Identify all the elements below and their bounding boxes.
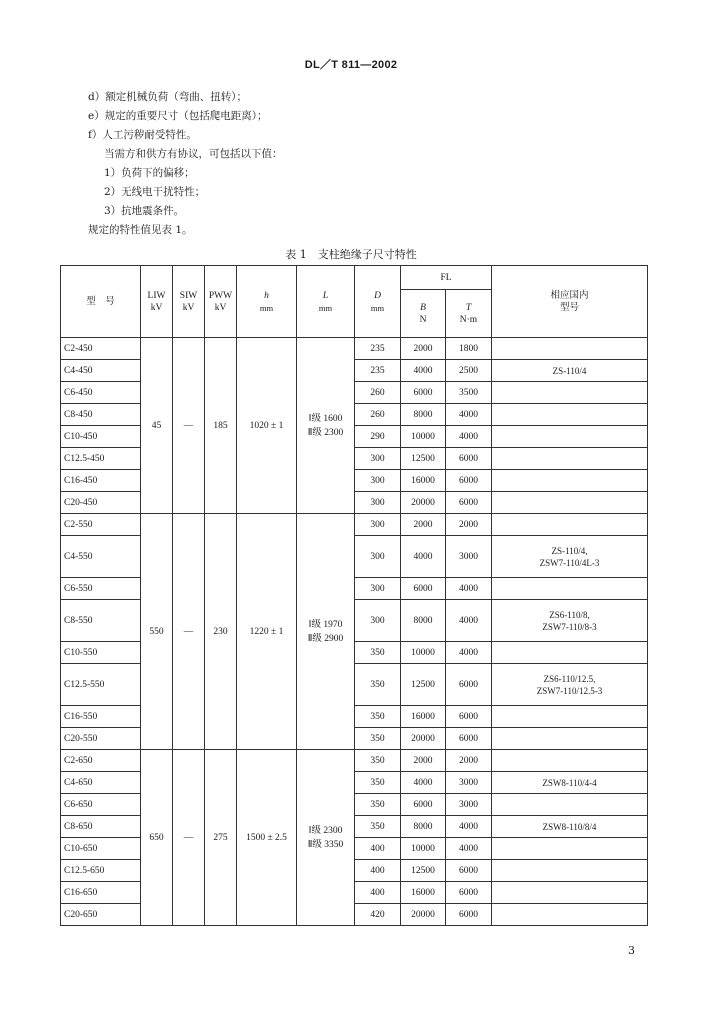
page-header: DL／T 811—2002 (304, 59, 398, 71)
l-class-2: Ⅱ级 2300 (307, 427, 344, 438)
d-cell: 235 (355, 360, 401, 382)
table-header-row (61, 266, 648, 290)
d-cell: 300 (355, 448, 401, 470)
t-cell: 6000 (446, 728, 492, 750)
table-row (61, 514, 648, 536)
b-cell: 12500 (401, 448, 446, 470)
h-cell: 1500 ± 2.5 (237, 750, 297, 926)
t-unit: N·m (459, 314, 478, 325)
domestic-model: ZSW7-110/12.5-3 (536, 685, 603, 696)
t-cell: 4000 (446, 404, 492, 426)
t-cell: 6000 (446, 904, 492, 926)
l-cell (297, 750, 355, 926)
col-siw (173, 266, 205, 338)
col-d (355, 266, 401, 338)
t-cell: 6000 (446, 470, 492, 492)
t-cell: 4000 (446, 838, 492, 860)
b-cell: 4000 (401, 772, 446, 794)
d-cell: 300 (355, 470, 401, 492)
d-unit: mm (370, 302, 385, 313)
model-cell: C8-550 (61, 600, 141, 642)
b-cell: 20000 (401, 728, 446, 750)
domestic-cell (492, 664, 648, 706)
d-cell: 350 (355, 794, 401, 816)
t-cell: 3000 (446, 794, 492, 816)
t-cell: 3500 (446, 382, 492, 404)
model-cell: C4-550 (61, 536, 141, 578)
t-cell: 2000 (446, 750, 492, 772)
domestic-model: ZSW8-110/4-4 (542, 777, 597, 788)
col-b (401, 290, 446, 338)
col-h (237, 266, 297, 338)
model-cell: C12.5-450 (61, 448, 141, 470)
list-item: f）人工污秽耐受特性。 (88, 129, 197, 141)
b-label: B (420, 302, 426, 313)
domestic-cell (492, 750, 648, 772)
t-cell: 6000 (446, 860, 492, 882)
model-cell: C12.5-650 (61, 860, 141, 882)
h-cell: 1020 ± 1 (237, 338, 297, 514)
siw-unit: kV (182, 302, 195, 313)
d-cell: 300 (355, 492, 401, 514)
siw-cell: — (173, 338, 205, 514)
b-cell: 8000 (401, 600, 446, 642)
col-domestic (492, 266, 648, 338)
model-cell: C6-650 (61, 794, 141, 816)
t-cell: 4000 (446, 642, 492, 664)
b-cell: 8000 (401, 404, 446, 426)
model-cell: C8-650 (61, 816, 141, 838)
model-cell: C10-550 (61, 642, 141, 664)
l-unit: mm (318, 302, 333, 313)
domestic-cell (492, 794, 648, 816)
model-cell: C12.5-550 (61, 664, 141, 706)
body-text (0, 88, 702, 240)
t-cell: 1800 (446, 338, 492, 360)
domestic-cell (492, 514, 648, 536)
col-model: 型 号 (61, 266, 141, 338)
domestic-cell (492, 338, 648, 360)
b-cell: 6000 (401, 794, 446, 816)
table-row (61, 338, 648, 360)
domestic-cell (492, 706, 648, 728)
domestic-cell (492, 578, 648, 600)
page-number: 3 (628, 944, 635, 957)
model-cell: C4-450 (61, 360, 141, 382)
domestic-model: ZS-110/4, (551, 545, 588, 556)
domestic-cell (492, 404, 648, 426)
pww-label: PWW (208, 290, 233, 301)
pww-cell: 230 (205, 514, 237, 750)
pww-unit: kV (214, 302, 227, 313)
domestic-model: ZS6-110/12.5, (543, 673, 596, 684)
domestic-model: ZSW8-110/8/4 (542, 821, 597, 832)
domestic-cell (492, 642, 648, 664)
model-cell: C10-450 (61, 426, 141, 448)
model-cell: C20-550 (61, 728, 141, 750)
siw-label: SIW (179, 290, 198, 301)
d-cell: 350 (355, 664, 401, 706)
d-cell: 400 (355, 838, 401, 860)
d-cell: 300 (355, 514, 401, 536)
t-cell: 6000 (446, 706, 492, 728)
b-unit: N (419, 314, 427, 325)
domestic-cell (492, 492, 648, 514)
d-cell: 400 (355, 882, 401, 904)
domestic-model: ZSW7-110/8-3 (542, 621, 597, 632)
b-cell: 10000 (401, 838, 446, 860)
b-cell: 10000 (401, 426, 446, 448)
siw-cell: — (173, 750, 205, 926)
insulator-spec-table (60, 265, 648, 926)
siw-cell: — (173, 514, 205, 750)
domestic-cell (492, 470, 648, 492)
domestic-model: ZS6-110/8, (549, 609, 590, 620)
liw-cell: 45 (141, 338, 173, 514)
domestic-model: ZS-110/4 (552, 365, 587, 376)
model-cell: C16-450 (61, 470, 141, 492)
l-cell (297, 514, 355, 750)
h-label: h (264, 290, 269, 301)
l-class-1: Ⅰ级 2300 (308, 825, 343, 836)
model-cell: C16-650 (61, 882, 141, 904)
model-cell: C20-450 (61, 492, 141, 514)
d-cell: 290 (355, 426, 401, 448)
list-item: d）额定机械负荷（弯曲、扭转）； (88, 91, 247, 103)
d-label: D (374, 290, 381, 301)
d-cell: 350 (355, 772, 401, 794)
b-cell: 4000 (401, 360, 446, 382)
b-cell: 20000 (401, 492, 446, 514)
t-cell: 6000 (446, 664, 492, 706)
model-cell: C2-450 (61, 338, 141, 360)
model-cell: C8-450 (61, 404, 141, 426)
d-cell: 350 (355, 706, 401, 728)
d-cell: 350 (355, 728, 401, 750)
domestic-cell (492, 448, 648, 470)
col-t (446, 290, 492, 338)
table-reference: 规定的特性值见表 1。 (88, 224, 193, 236)
model-cell: C2-550 (61, 514, 141, 536)
col-pww (205, 266, 237, 338)
col-fl: FL (401, 266, 492, 290)
d-cell: 260 (355, 404, 401, 426)
d-cell: 300 (355, 536, 401, 578)
d-cell: 235 (355, 338, 401, 360)
model-cell: C2-650 (61, 750, 141, 772)
b-cell: 6000 (401, 382, 446, 404)
liw-unit: kV (150, 302, 163, 313)
col-liw (141, 266, 173, 338)
list-item: e）规定的重要尺寸（包括爬电距离）； (88, 110, 268, 122)
b-cell: 2000 (401, 338, 446, 360)
d-cell: 350 (355, 816, 401, 838)
model-cell: C20-650 (61, 904, 141, 926)
table-row (61, 750, 648, 772)
t-cell: 3000 (446, 772, 492, 794)
h-cell: 1220 ± 1 (237, 514, 297, 750)
col-l (297, 266, 355, 338)
table-body (61, 338, 648, 926)
liw-label: LIW (147, 290, 166, 301)
b-cell: 2000 (401, 750, 446, 772)
t-cell: 6000 (446, 492, 492, 514)
t-cell: 2500 (446, 360, 492, 382)
model-cell: C4-650 (61, 772, 141, 794)
pww-cell: 185 (205, 338, 237, 514)
b-cell: 6000 (401, 578, 446, 600)
liw-cell: 550 (141, 514, 173, 750)
d-cell: 350 (355, 642, 401, 664)
l-class-1: Ⅰ级 1600 (308, 413, 343, 424)
model-cell: C6-450 (61, 382, 141, 404)
domestic-cell (492, 360, 648, 382)
domestic-label-2: 型号 (559, 302, 579, 313)
model-cell: C16-550 (61, 706, 141, 728)
list-item: 3）抗地震条件。 (104, 205, 185, 217)
domestic-cell (492, 816, 648, 838)
l-label: L (322, 290, 329, 301)
domestic-cell (492, 772, 648, 794)
domestic-cell (492, 536, 648, 578)
l-class-2: Ⅱ级 3350 (307, 839, 344, 850)
domestic-cell (492, 860, 648, 882)
d-cell: 260 (355, 382, 401, 404)
l-class-1: Ⅰ级 1970 (308, 619, 343, 630)
domestic-cell (492, 904, 648, 926)
b-cell: 12500 (401, 664, 446, 706)
domestic-label: 相应国内 (550, 290, 589, 301)
domestic-cell (492, 882, 648, 904)
table-caption: 表 1 支柱绝缘子尺寸特性 (285, 248, 417, 261)
b-cell: 2000 (401, 514, 446, 536)
t-cell: 4000 (446, 426, 492, 448)
t-cell: 4000 (446, 578, 492, 600)
t-cell: 4000 (446, 600, 492, 642)
domestic-cell (492, 600, 648, 642)
domestic-cell (492, 426, 648, 448)
b-cell: 8000 (401, 816, 446, 838)
t-cell: 4000 (446, 816, 492, 838)
d-cell: 300 (355, 578, 401, 600)
b-cell: 16000 (401, 706, 446, 728)
b-cell: 10000 (401, 642, 446, 664)
domestic-cell (492, 728, 648, 750)
domestic-cell (492, 382, 648, 404)
h-unit: mm (259, 302, 274, 313)
t-label: T (465, 302, 472, 313)
domestic-model: ZSW7-110/4L-3 (539, 557, 600, 568)
t-cell: 3000 (446, 536, 492, 578)
l-class-2: Ⅱ级 2900 (307, 633, 344, 644)
b-cell: 4000 (401, 536, 446, 578)
pww-cell: 275 (205, 750, 237, 926)
d-cell: 420 (355, 904, 401, 926)
domestic-cell (492, 838, 648, 860)
agreement-note: 当需方和供方有协议，可包括以下值： (104, 148, 283, 160)
t-cell: 6000 (446, 882, 492, 904)
liw-cell: 650 (141, 750, 173, 926)
list-item: 1）负荷下的偏移； (104, 167, 195, 179)
t-cell: 2000 (446, 514, 492, 536)
t-cell: 6000 (446, 448, 492, 470)
b-cell: 20000 (401, 904, 446, 926)
d-cell: 400 (355, 860, 401, 882)
list-item: 2）无线电干扰特性； (104, 186, 206, 198)
b-cell: 12500 (401, 860, 446, 882)
d-cell: 350 (355, 750, 401, 772)
model-cell: C6-550 (61, 578, 141, 600)
d-cell: 300 (355, 600, 401, 642)
l-cell (297, 338, 355, 514)
b-cell: 16000 (401, 882, 446, 904)
b-cell: 16000 (401, 470, 446, 492)
model-cell: C10-650 (61, 838, 141, 860)
